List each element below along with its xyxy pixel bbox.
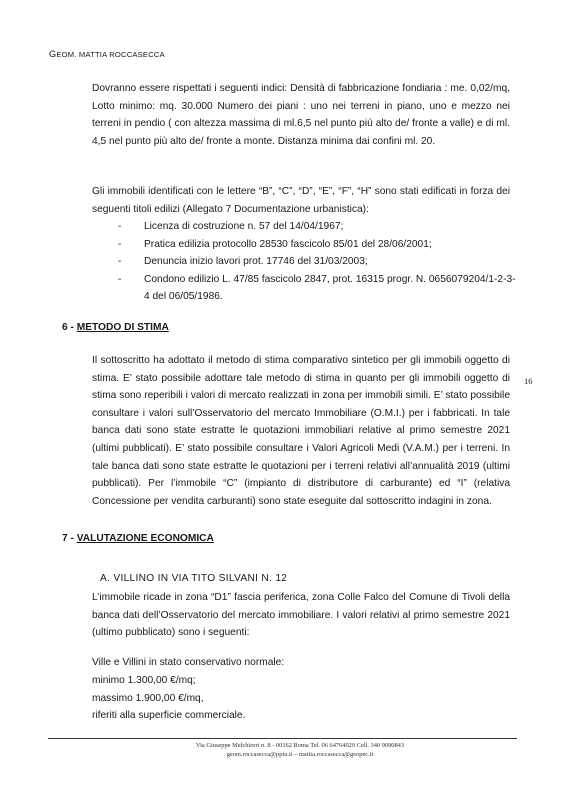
buildings-paragraph: Gli immobili identificati con le lettere “B”, “C”, “D”, “E”, “F”, “H” sono stati edificati in forza dei seguenti titoli edilizi (Allegato 7 Documentazione urbanistica): (92, 186, 510, 215)
page-footer (150, 741, 450, 759)
header-title: EOM. MATTIA ROCCASECCA (56, 50, 165, 59)
section-7-title: VALUTAZIONE ECONOMICA (76, 533, 214, 544)
values-block (92, 654, 284, 725)
page-number: 16 (524, 376, 533, 386)
values-line: massimo 1.900,00 €/mq, (92, 692, 204, 704)
dash-bullet: - (118, 238, 122, 250)
footer-address: Via Giuseppe Melchiorri n. 8 - 00162 Roma Tel. 06 64764029 Cell. 340 9090843 (195, 742, 405, 749)
header-initial: G (49, 49, 57, 59)
footer-emails: geom.roccasecca@ppiu.it – mattia.roccasecca@geopec.it (226, 751, 374, 758)
values-line: Ville e Villini in stato conservativo normale: (92, 657, 285, 668)
dash-bullet: - (118, 256, 122, 268)
list-item: - Licenza di costruzione n. 57 del 14/04/1967; (118, 218, 518, 236)
dash-bullet: - (118, 273, 122, 285)
section-6-title: METODO DI STIMA (76, 322, 169, 333)
page-header (49, 49, 165, 59)
values-line: riferiti alla superficie commerciale. (92, 710, 246, 722)
intro-paragraph: Dovranno essere rispettati i seguenti indici: Densità di fabbricazione fondiaria : me. 0,02/mq, Lotto minimo: mq. 30.000 Numero dei piani : uno nei terreni in piano, uno e mezzo nei terreni in pendio ( con altezza massima di ml.6,5 nel punto più alto de/ fronte a valle) e di ml. 4,5 nel punto più alto de/ fronte a monte. Distanza minima dai confini ml. 20. (92, 83, 510, 147)
titles-list (118, 218, 518, 306)
section-7-number: 7 - (62, 533, 77, 544)
section-6-body: Il sottoscritto ha adottato il metodo di stima comparativo sintetico per gli immobili oggetto di stima. E’ stato possibile adottare tale metodo di stima in quanto per gli immobili oggetto di stima sono reperibili i valori di mercato realizzati in zona per immobili simili. E’ stato possibile consultare i valori sull’Osservatorio del mercato Immobiliare (O.M.I.) per i fabbricati. In tale banca dati sono state estratte le quotazioni immobiliari relative al primo semestre 2021 (ultimi pubblicati). E’ stato possibile consultare i Valori Agricoli Medi (V.A.M.) per i terreni. In tale banca dati sono state estratte le quotazioni per i terreni relativi all’annualità 2019 (ultimi pubblicati). Per l’immobile “C” (impianto di distributore di carburante) ed “I” (relativa Concessione per vendita carburanti) sono state eseguite dal sottoscritto indagini in zona. (92, 355, 510, 507)
list-item: - Pratica edilizia protocollo 28530 fascicolo 85/01 del 28/06/2001; (118, 236, 518, 254)
section-6-number: 6 - (62, 322, 77, 333)
section-6-heading (62, 322, 169, 333)
values-line: minimo 1.300,00 €/mq; (92, 674, 196, 686)
list-item: - Denuncia inizio lavori prot. 17746 del 31/03/2003; (118, 253, 518, 271)
dash-bullet: - (118, 221, 122, 232)
subsection-title: A. VILLINO IN VIA TITO SILVANI N. 12 (100, 573, 288, 584)
section-7-heading (62, 533, 214, 544)
section-7-body: L’immobile ricade in zona “D1” fascia periferica, zona Colle Falco del Comune di Tivoli della banca dati dell’Osservatorio del mercato immobiliare. I valori relativi al primo semestre 2021 (ultimo pubblicato) sono i seguenti: (92, 592, 510, 639)
list-item: - Condono edilizio L. 47/85 fascicolo 2847, prot. 16315 progr. N. 0656079204/1-2-3-4 del 06/05/1986. (118, 271, 518, 306)
footer-divider (48, 738, 517, 739)
